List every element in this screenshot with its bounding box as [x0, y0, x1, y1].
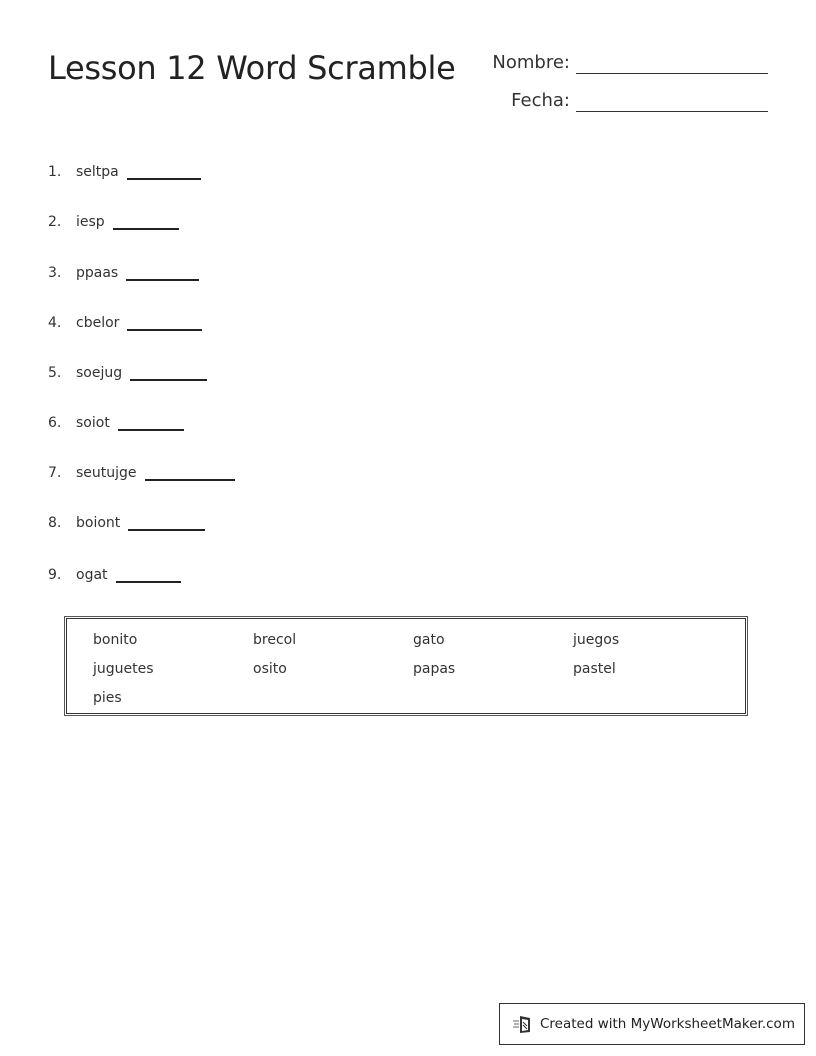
word-bank-item: pastel	[573, 661, 616, 677]
answer-blank[interactable]	[116, 569, 181, 583]
answer-blank[interactable]	[128, 517, 205, 531]
scrambled-word: soejug	[76, 365, 123, 381]
word-bank-item: gato	[413, 632, 445, 648]
answer-blank[interactable]	[127, 166, 201, 180]
scrambled-word: seltpa	[76, 164, 119, 180]
word-bank-item: osito	[253, 661, 287, 677]
scramble-item	[48, 415, 184, 431]
date-field[interactable]	[480, 90, 768, 112]
word-bank-item: papas	[413, 661, 456, 677]
scramble-item	[48, 465, 235, 481]
item-number: 7.	[48, 465, 62, 481]
item-number: 1.	[48, 164, 62, 180]
footer-text: Created with MyWorksheetMaker.com	[540, 1016, 795, 1032]
scrambled-word: ppaas	[76, 265, 119, 281]
date-input-line[interactable]	[576, 93, 768, 112]
worksheet-maker-logo-icon	[512, 1013, 534, 1035]
item-number: 5.	[48, 365, 62, 381]
scramble-item	[48, 265, 199, 281]
item-number: 3.	[48, 265, 62, 281]
answer-blank[interactable]	[130, 367, 207, 381]
scrambled-word: ogat	[76, 567, 108, 583]
item-number: 9.	[48, 567, 62, 583]
answer-blank[interactable]	[113, 216, 179, 230]
word-bank-item: bonito	[93, 632, 138, 648]
item-number: 8.	[48, 515, 62, 531]
word-bank-item: juegos	[573, 632, 620, 648]
scramble-item	[48, 567, 181, 583]
answer-blank[interactable]	[118, 417, 184, 431]
scramble-item	[48, 164, 201, 180]
scramble-item	[48, 214, 179, 230]
item-number: 2.	[48, 214, 62, 230]
scramble-item	[48, 515, 205, 531]
scrambled-word: boiont	[76, 515, 121, 531]
scrambled-word: soiot	[76, 415, 110, 431]
date-label: Fecha:	[511, 90, 570, 111]
name-label: Nombre:	[492, 52, 570, 73]
scrambled-word: cbelor	[76, 315, 120, 331]
item-number: 6.	[48, 415, 62, 431]
name-input-line[interactable]	[576, 55, 768, 74]
word-bank-item: brecol	[253, 632, 297, 648]
word-bank	[64, 616, 748, 716]
word-bank-item: juguetes	[93, 661, 154, 677]
answer-blank[interactable]	[126, 267, 199, 281]
scrambled-word: iesp	[76, 214, 105, 230]
footer-badge[interactable]	[499, 1003, 805, 1045]
page-title: Lesson 12 Word Scramble	[48, 49, 456, 87]
word-bank-item: pies	[93, 690, 122, 706]
scramble-item	[48, 315, 202, 331]
answer-blank[interactable]	[145, 467, 235, 481]
scramble-item	[48, 365, 207, 381]
name-field[interactable]	[480, 52, 768, 74]
scrambled-word: seutujge	[76, 465, 137, 481]
item-number: 4.	[48, 315, 62, 331]
answer-blank[interactable]	[127, 317, 202, 331]
